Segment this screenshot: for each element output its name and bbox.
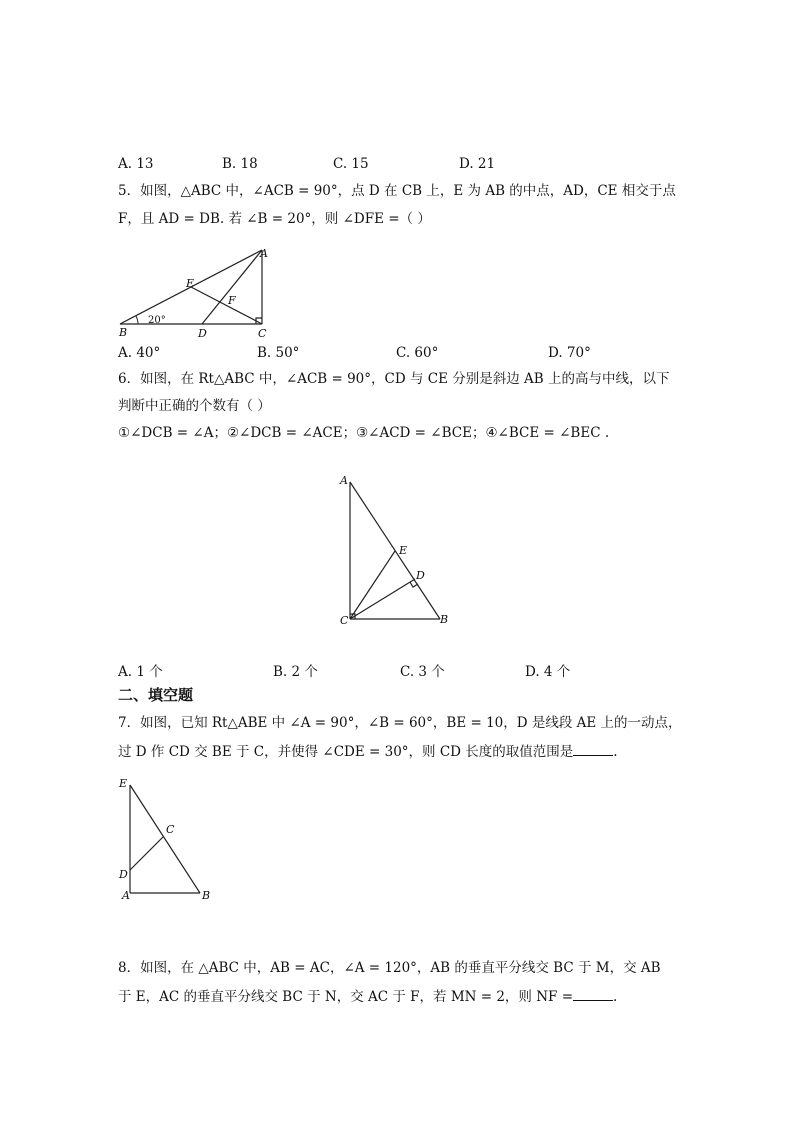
q6-stem-line1: 6．如图，在 Rt△ABC 中，∠ACB = 90°，CD 与 CE 分别是斜边 AB 上的高与中线，以下: [118, 371, 670, 387]
q5-label-d: D: [198, 327, 207, 340]
q7-label-c: C: [166, 823, 175, 836]
q6-label-e: E: [399, 544, 408, 557]
q8-stem-end: .: [613, 989, 618, 1005]
q5-label-e: E: [186, 277, 195, 290]
q5-option-d: D. 70°: [548, 345, 591, 361]
q6-option-a: A. 1 个: [118, 664, 163, 680]
q6-statements: ①∠DCB = ∠A；②∠DCB = ∠ACE；③∠ACD = ∠BCE；④∠BCE = ∠BEC .: [118, 425, 610, 441]
q7-label-b: B: [202, 889, 211, 902]
q6-figure: [335, 472, 455, 632]
q4-option-b: B. 18: [222, 156, 258, 172]
q4-option-d: D. 21: [459, 156, 496, 172]
q5-label-b: B: [119, 326, 128, 339]
q6-option-c: C. 3 个: [400, 664, 445, 680]
q5-label-f: F: [228, 294, 236, 307]
q5-stem-line1: 5．如图，△ABC 中，∠ACB = 90°，点 D 在 CB 上，E 为 AB 的中点，AD，CE 相交于点: [118, 183, 676, 199]
q5-figure: [110, 240, 280, 340]
q5-stem-line2: F，且 AD = DB. 若 ∠B = 20°，则 ∠DFE =（ ）: [118, 211, 431, 227]
q6-label-d: D: [416, 569, 425, 582]
q4-option-c: C. 15: [333, 156, 369, 172]
q6-option-d: D. 4 个: [525, 664, 571, 680]
q8-answer-blank[interactable]: [573, 987, 613, 1001]
q7-label-a: A: [122, 889, 130, 902]
q5-angle-label: 20°: [148, 315, 166, 326]
q6-label-a: A: [340, 474, 348, 487]
section-heading-fill-in: 二、填空题: [118, 686, 194, 704]
q8-stem-line2-wrap: [118, 987, 617, 1006]
q7-figure: [115, 775, 215, 905]
q5-label-c: C: [258, 327, 267, 340]
q8-stem-line2: 于 E，AC 的垂直平分线交 BC 于 N，交 AC 于 F，若 MN = 2，则 NF =: [118, 989, 574, 1005]
q4-option-a: A. 13: [118, 156, 154, 172]
q7-stem-line2-wrap: [118, 742, 618, 761]
q5-label-a: A: [260, 247, 268, 260]
q6-stem-line2: 判断中正确的个数有（ ）: [118, 398, 271, 414]
q8-stem-line1: 8．如图，在 △ABC 中，AB = AC，∠A = 120°，AB 的垂直平分线交 BC 于 M，交 AB: [118, 960, 661, 976]
q5-option-a: A. 40°: [118, 345, 161, 361]
q7-stem-line2: 过 D 作 CD 交 BE 于 C，并使得 ∠CDE = 30°，则 CD 长度的取值范围是: [118, 744, 574, 760]
q6-option-b: B. 2 个: [273, 664, 318, 680]
q7-label-d: D: [119, 868, 128, 881]
q5-option-c: C. 60°: [396, 345, 439, 361]
q7-stem-end: .: [613, 744, 618, 760]
q6-label-c: C: [340, 614, 349, 627]
q7-label-e: E: [119, 777, 128, 790]
q6-label-b: B: [440, 613, 449, 626]
q7-stem-line1: 7．如图，已知 Rt△ABE 中 ∠A = 90°，∠B = 60°，BE = 10，D 是线段 AE 上的一动点，: [118, 715, 682, 731]
q5-option-b: B. 50°: [257, 345, 300, 361]
q7-answer-blank[interactable]: [573, 742, 613, 756]
